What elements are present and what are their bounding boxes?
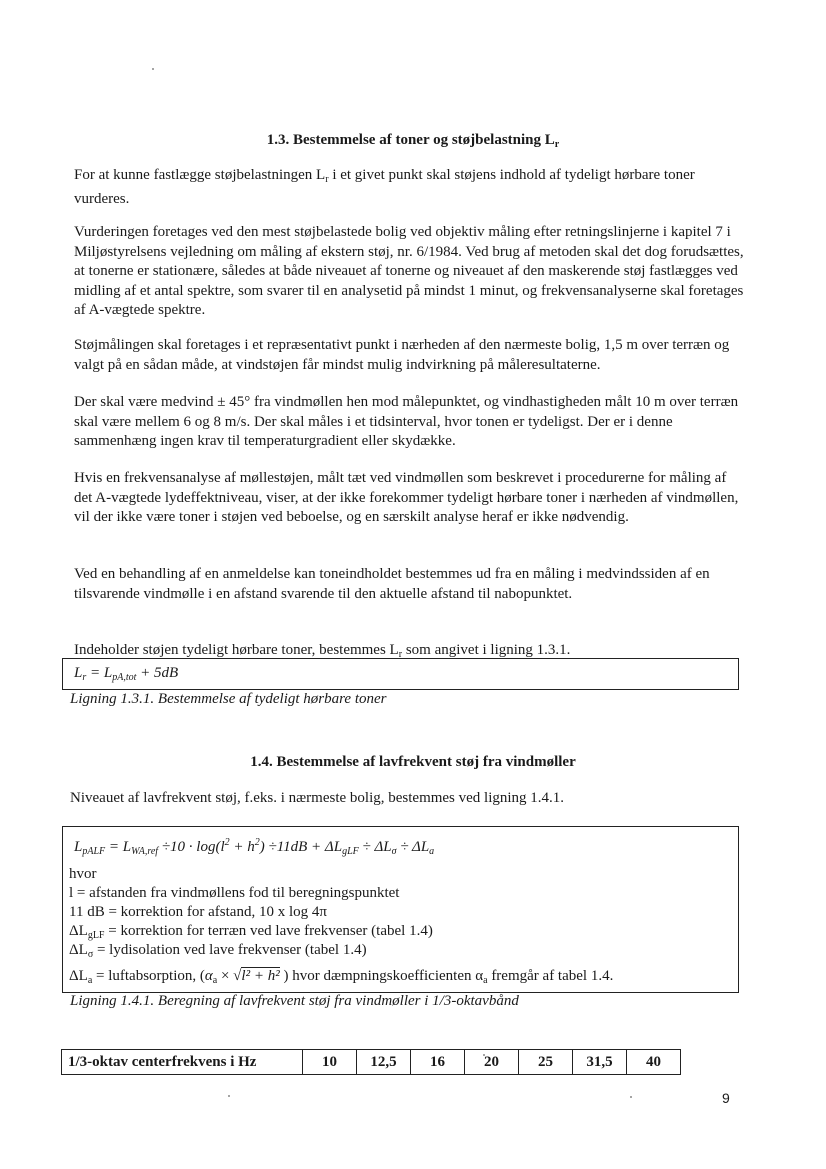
paragraph-5: Hvis en frekvensanalyse af møllestøjen, målt tæt ved vindmøllen som beskrevet i procedurerne for måling af det A-vægtede lydeffektniveau, viser, at der ikke forekommer tydeligt hørbare toner i nærheden af vindmøllen, vil der ikke være toner i støjen ved beboelse, og en særskilt analyse heraf er ikke nødvendig. [74, 470, 739, 525]
equation-box-1-4-1 [62, 826, 739, 993]
table-cell: 10 [303, 1050, 357, 1075]
section-heading-1-4: 1.4. Bestemmelse af lavfrekvent støj fra vindmøller [250, 754, 576, 770]
scan-speck [152, 68, 154, 70]
definition-dlglf: $\Delta L_{gLF}$ = korrektion for terræn ved lave frekvenser (tabel 1.4) [69, 923, 433, 941]
table-cell: 31,5 [573, 1050, 627, 1075]
definition-dlsigma: $\Delta L_\sigma$ = lydisolation ved lave frekvenser (tabel 1.4) [69, 942, 367, 960]
paragraph-3: Støjmålingen skal foretages i et repræsentativt punkt i nærheden af den nærmeste bolig, 1,5 m over terræn og valgt på en sådan måde, at vindstøjen får mindst mulig indvirkning på måleresultaterne. [74, 337, 730, 373]
paragraph-1: For at kunne fastlægge støjbelastningen $L_r$ i et givet punkt skal støjens indhold af tydeligt hørbare toner vurderes. [74, 167, 695, 207]
table-row [62, 1050, 681, 1075]
table-cell: 16 [411, 1050, 465, 1075]
table-cell: 20 [465, 1050, 519, 1075]
paragraph-2: Vurderingen foretages ved den mest støjbelastede bolig ved objektiv måling efter retningslinjerne i kapitel 7 i Miljøstyrelsens vejledning om måling af ekstern støj, nr. 6/1984. Ved brug af metoden skal det dog forudsættes, at tonerne er stationære, således at både niveauet af tonerne og niveauet af den maskerende støj fastlægges ved midling af et antal spektre, som svarer til en analysetid på mindst 1 minut, og frekvensanalyserne skal foretages af A-vægtede spektre. [74, 224, 744, 318]
equation-1-4-1: $L_{pALF} = L_{WA,ref} \div 10 \cdot \log(l^2 + h^2) \div 11dB + \Delta L_{gLF} \div \Delta L_\sigma \div \Delta L_a$ [74, 837, 435, 857]
scan-speck [630, 1096, 632, 1098]
where-label: hvor [69, 866, 97, 882]
page-number: 9 [722, 1090, 730, 1106]
paragraph-1-4-intro: Niveauet af lavfrekvent støj, f.eks. i nærmeste bolig, bestemmes ved ligning 1.4.1. [70, 790, 565, 806]
equation-1-3-1: $L_r = L_{pA,tot} + 5dB$ [74, 665, 179, 683]
paragraph-4: Der skal være medvind ± 45° fra vindmøllen hen mod målepunktet, og vindhastigheden målt 10 m over terræn skal være mellem 6 og 8 m/s. Der skal måles i et tidsinterval, hvor tonen er tydeligst. Der er i denne sammenhæng ingen krav til temperaturgradient eller skydække. [74, 394, 739, 449]
paragraph-6: Ved en behandling af en anmeldelse kan toneindholdet bestemmes ud fra en måling i medvindssiden af en tilsvarende vindmølle i en afstand svarende til den aktuelle afstand til nabopunktet. [74, 566, 710, 602]
scan-speck [228, 1095, 230, 1097]
section-heading-1-3: 1.3. Bestemmelse af toner og støjbelastning $L_r$ [266, 132, 560, 150]
frequency-table [61, 1049, 681, 1075]
paragraph-7: Indeholder støjen tydeligt hørbare toner, bestemmes $L_r$ som angivet i ligning 1.3.1. [74, 642, 571, 660]
definition-dla: $\Delta L_a$ = luftabsorption, ($\alpha_a \times √l^2 + h^2$ ) hvor dæmpningskoefficienten $\alpha_a$ fremgår af tabel 1.4. [69, 968, 614, 986]
equation-caption-1-3-1: Ligning 1.3.1. Bestemmelse af tydeligt hørbare toner [70, 691, 387, 707]
table-cell: 40 [627, 1050, 681, 1075]
table-cell: 25 [519, 1050, 573, 1075]
equation-caption-1-4-1: Ligning 1.4.1. Beregning af lavfrekvent støj fra vindmøller i 1/3-oktavbånd [70, 993, 519, 1009]
table-header-cell: 1/3-oktav centerfrekvens i Hz [62, 1050, 303, 1075]
definition-11db: 11 dB = korrektion for afstand, 10 x log 4π [69, 904, 327, 920]
definition-l: l = afstanden fra vindmøllens fod til beregningspunktet [69, 885, 400, 901]
table-cell: 12,5 [357, 1050, 411, 1075]
equation-box-1-3-1 [62, 658, 739, 690]
